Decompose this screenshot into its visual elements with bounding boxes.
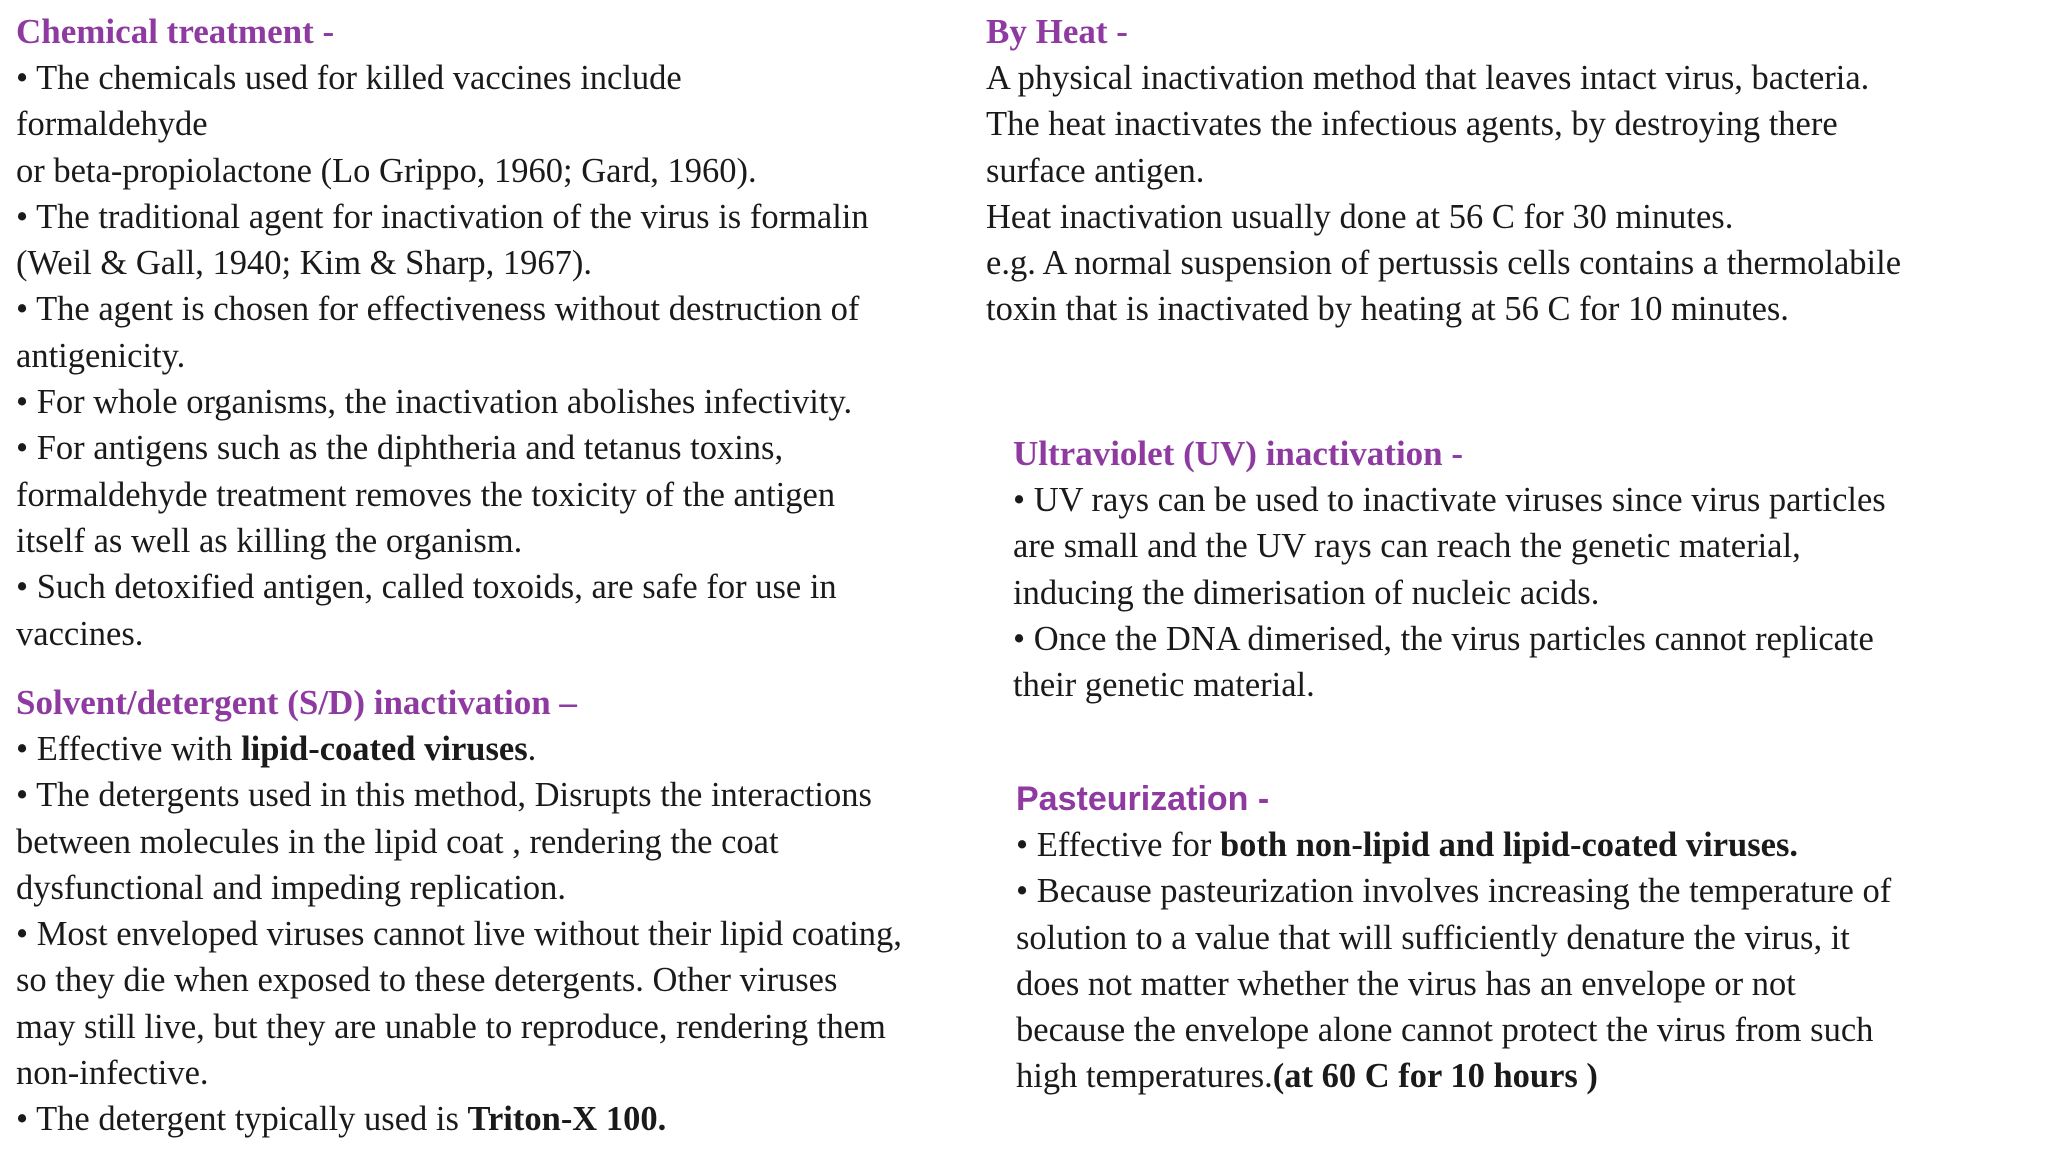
chemical-line: • For antigens such as the diphtheria and tetanus toxins, xyxy=(16,429,784,468)
chemical-line: formaldehyde treatment removes the toxicity of the antigen xyxy=(16,475,836,514)
pasteurization-line: • Because pasteurization involves increasing the temperature of xyxy=(1016,872,1892,911)
heat-line: A physical inactivation method that leaves intact virus, bacteria. xyxy=(986,59,1870,97)
pasteurization-line-text: • Effective for xyxy=(1016,826,1220,864)
solvent-emphasis: lipid-coated viruses xyxy=(241,730,528,768)
solvent-line: • The detergents used in this method, Disrupts the interactions xyxy=(16,776,872,815)
pasteurization-heading: Pasteurization - xyxy=(1016,780,1270,818)
heat-line: toxin that is inactivated by heating at 56 C for 10 minutes. xyxy=(986,290,1789,329)
chemical-line: • For whole organisms, the inactivation abolishes infectivity. xyxy=(16,383,853,422)
chemical-treatment-section xyxy=(16,9,869,657)
pasteurization-line: solution to a value that will sufficiently denature the virus, it xyxy=(1016,918,1850,957)
solvent-detergent-heading: Solvent/detergent (S/D) inactivation – xyxy=(16,683,577,722)
chemical-line: itself as well as killing the organism. xyxy=(16,521,523,560)
uv-inactivation-section xyxy=(1013,431,1886,708)
uv-line: are small and the UV rays can reach the genetic material, xyxy=(1013,527,1801,566)
solvent-emphasis: Triton-X 100. xyxy=(467,1100,667,1139)
uv-line: their genetic material. xyxy=(1013,666,1315,705)
pasteurization-emphasis: both non-lipid and lipid-coated viruses. xyxy=(1219,826,1798,864)
pasteurization-emphasis: (at 60 C for 10 hours ) xyxy=(1272,1057,1598,1096)
chemical-line: formaldehyde xyxy=(16,105,208,144)
chemical-line: vaccines. xyxy=(16,614,144,653)
solvent-line-text: • The detergent typically used is xyxy=(16,1100,468,1139)
chemical-line: • Such detoxified antigen, called toxoids, are safe for use in xyxy=(16,568,837,607)
chemical-line: • The agent is chosen for effectiveness without destruction of xyxy=(16,290,860,329)
heat-line: surface antigen. xyxy=(986,151,1205,190)
heat-line: e.g. A normal suspension of pertussis cells contains a thermolabile xyxy=(986,244,1902,283)
solvent-detergent-section xyxy=(16,680,902,1143)
pasteurization-section xyxy=(1016,776,1891,1100)
uv-line: • Once the DNA dimerised, the virus particles cannot replicate xyxy=(1013,619,1874,658)
solvent-line: non-infective. xyxy=(16,1054,209,1093)
solvent-line: • Most enveloped viruses cannot live without their lipid coating, xyxy=(16,915,902,954)
solvent-line-text: . xyxy=(527,730,537,768)
chemical-line: or beta-propiolactone (Lo Grippo, 1960; Gard, 1960). xyxy=(16,151,757,190)
solvent-line-text: • Effective with xyxy=(16,730,242,768)
heat-line: Heat inactivation usually done at 56 C for 30 minutes. xyxy=(986,197,1734,236)
solvent-line: may still live, but they are unable to reproduce, rendering them xyxy=(16,1007,886,1046)
pasteurization-line: does not matter whether the virus has an envelope or not xyxy=(1016,964,1796,1003)
pasteurization-line-text: high temperatures. xyxy=(1016,1057,1273,1096)
uv-line: inducing the dimerisation of nucleic acids. xyxy=(1013,573,1600,612)
chemical-line: antigenicity. xyxy=(16,336,186,375)
pasteurization-line xyxy=(1016,822,1891,868)
chemical-line: • The traditional agent for inactivation of the virus is formalin xyxy=(16,197,869,236)
chemical-line: (Weil & Gall, 1940; Kim & Sharp, 1967). xyxy=(16,244,592,283)
pasteurization-line: because the envelope alone cannot protect the virus from such xyxy=(1016,1011,1874,1050)
uv-line: • UV rays can be used to inactivate viruses since virus particles xyxy=(1013,481,1886,519)
uv-inactivation-heading: Ultraviolet (UV) inactivation - xyxy=(1013,434,1464,473)
solvent-line: so they die when exposed to these detergents. Other viruses xyxy=(16,961,838,1000)
chemical-treatment-heading: Chemical treatment - xyxy=(16,12,335,51)
solvent-line xyxy=(16,1096,902,1142)
pasteurization-line xyxy=(1016,1053,1891,1099)
heat-line: The heat inactivates the infectious agents, by destroying there xyxy=(986,105,1838,144)
solvent-line: dysfunctional and impeding replication. xyxy=(16,868,566,907)
by-heat-section xyxy=(986,9,1901,333)
chemical-line: • The chemicals used for killed vaccines include xyxy=(16,59,682,97)
solvent-line: between molecules in the lipid coat , rendering the coat xyxy=(16,822,779,861)
solvent-line xyxy=(16,726,902,772)
by-heat-heading: By Heat - xyxy=(986,12,1128,51)
